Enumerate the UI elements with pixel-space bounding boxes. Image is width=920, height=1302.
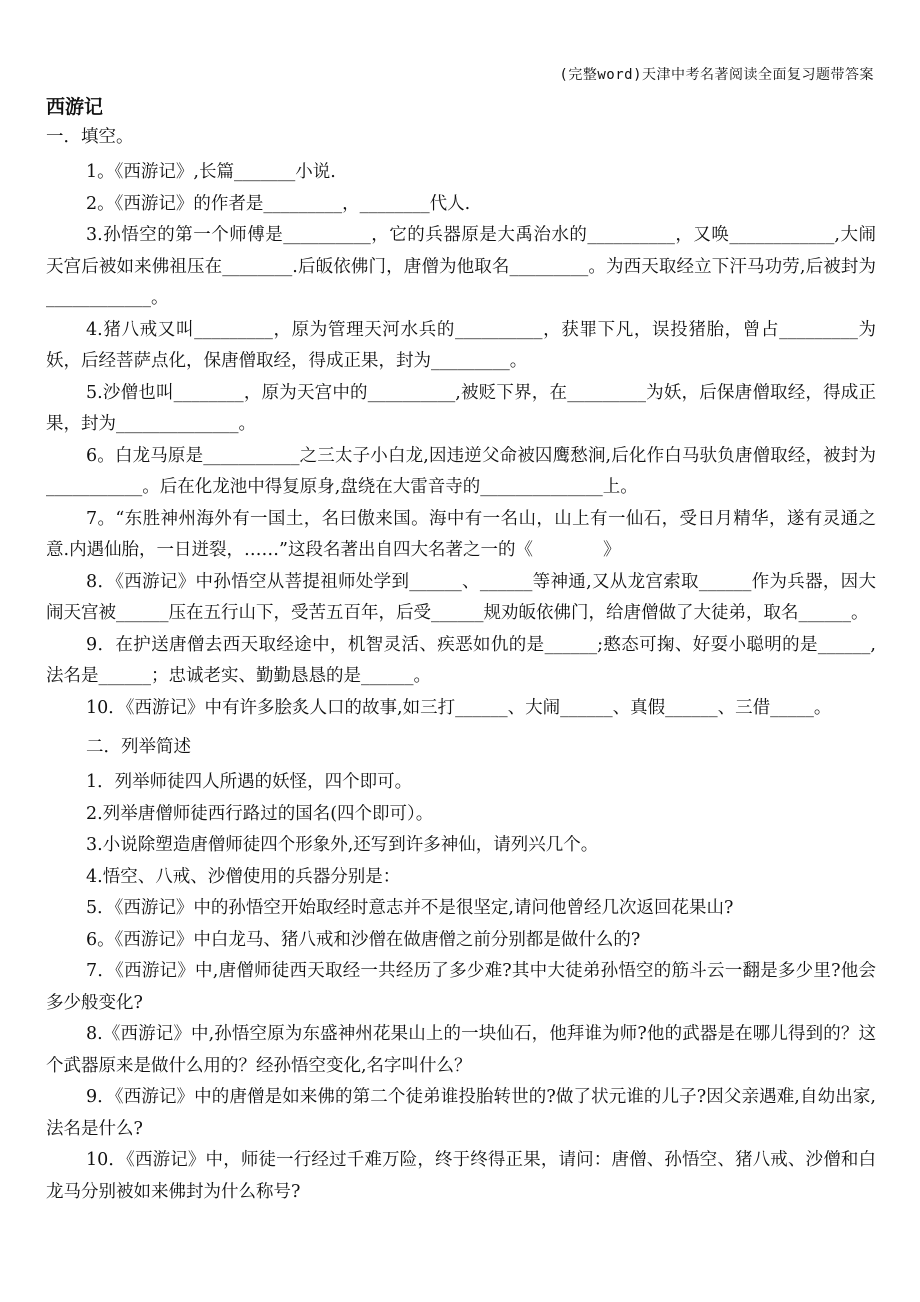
list-question-1: 1．列举师徒四人所遇的妖怪，四个即可。	[86, 772, 413, 792]
section-fill-blank	[46, 157, 876, 724]
list-question-5: 5．《西游记》中的孙悟空开始取经时意志并不是很坚定,请问他曾经几次返回花果山?	[86, 898, 734, 918]
section-list-heading: 二．列举简述	[86, 737, 191, 757]
list-question-4: 4.悟空、八戒、沙僧使用的兵器分别是：	[86, 866, 401, 887]
list-question-10: 10．《西游记》中，师徒一行经过千难万险，终于终得正果，请问：唐僧、孙悟空、猪八戒、沙僧和白龙马分别被如来佛封为什么称号?	[46, 1150, 876, 1202]
list-question-3: 3.小说除塑造唐僧师徒四个形象外,还写到许多神仙，请列兴几个。	[86, 835, 599, 855]
list-question-6: 6。《西游记》中白龙马、猪八戒和沙僧在做唐僧之前分别都是做什么的?	[86, 929, 641, 950]
fill-blank-item-2: 2。《西游记》的作者是_________，________代人.	[86, 193, 471, 214]
fill-blank-item-8: 8．《西游记》中孙悟空从菩提祖师处学到______、______等神通,又从龙宫索取______作为兵器，因大闹天宫被______压在五行山下，受苦五百年，后受______规劝皈依佛门，给唐僧做了大徒弟，取名______。	[46, 571, 876, 623]
document-title: 西游记	[46, 96, 104, 118]
fill-blank-item-9: 9．在护送唐僧去西天取经途中，机智灵活、疾恶如仇的是______;憨态可掬、好耍小聪明的是______,法名是______；忠诚老实、勤勤恳恳的是______。	[46, 634, 876, 686]
document-body	[46, 94, 876, 1208]
fill-blank-item-3: 3.孙悟空的第一个师傅是__________，它的兵器原是大禹治水的__________，又唤____________,大闹天宫后被如来佛祖压在________.后皈依佛门，唐僧为他取名_________。为西天取经立下汗马功劳,后被封为____________。	[46, 225, 876, 308]
fill-blank-item-5: 5.沙僧也叫________，原为天宫中的__________,被贬下界，在_________为妖，后保唐僧取经，得成正果，封为______________。	[46, 382, 876, 434]
document-header: (完整word)天津中考名著阅读全面复习题带答案	[559, 67, 874, 83]
list-question-2: 2.列举唐僧师徒西行路过的国名(四个即可）。	[86, 803, 434, 824]
fill-blank-item-4: 4.猪八戒又叫_________，原为管理天河水兵的__________，获罪下凡，误投猪胎，曾占_________为妖，后经菩萨点化，保唐僧取经，得成正果，封为_________。	[46, 319, 876, 371]
fill-blank-item-1: 1。《西游记》,长篇_______小说.	[86, 162, 336, 182]
list-question-8: 8.《西游记》中,孙悟空原为东盛神州花果山上的一块仙石，他拜谁为师?他的武器是在哪儿得到的？这个武器原来是做什么用的？经孙悟空变化,名字叫什么？	[46, 1024, 876, 1076]
fill-blank-item-7: 7。“东胜神州海外有一国土，名曰傲来国。海中有一名山，山上有一仙石，受日月精华，遂有灵通之意.内遇仙胎，一日迸裂，……”这段名著出自四大名著之一的《 》	[46, 508, 876, 560]
list-question-7: 7．《西游记》中,唐僧师徒西天取经一共经历了多少难?其中大徒弟孙悟空的筋斗云一翻是多少里?他会多少般变化?	[46, 961, 876, 1013]
fill-blank-item-10: 10．《西游记》中有许多脍炙人口的故事,如三打______、大闹______、真假______、三借_____。	[86, 697, 832, 718]
fill-blank-item-6: 6。白龙马原是___________之三太子小白龙,因违逆父命被囚鹰愁涧,后化作白马驮负唐僧取经，被封为___________。后在化龙池中得复原身,盘绕在大雷音寺的______________上。	[46, 445, 876, 497]
section-fill-blank-heading: 一．填空。	[46, 127, 134, 147]
list-question-9: 9．《西游记》中的唐僧是如来佛的第二个徒弟谁投胎转世的?做了状元谁的儿子?因父亲遇难,自幼出家,法名是什么?	[46, 1087, 876, 1139]
section-list	[46, 767, 876, 1208]
